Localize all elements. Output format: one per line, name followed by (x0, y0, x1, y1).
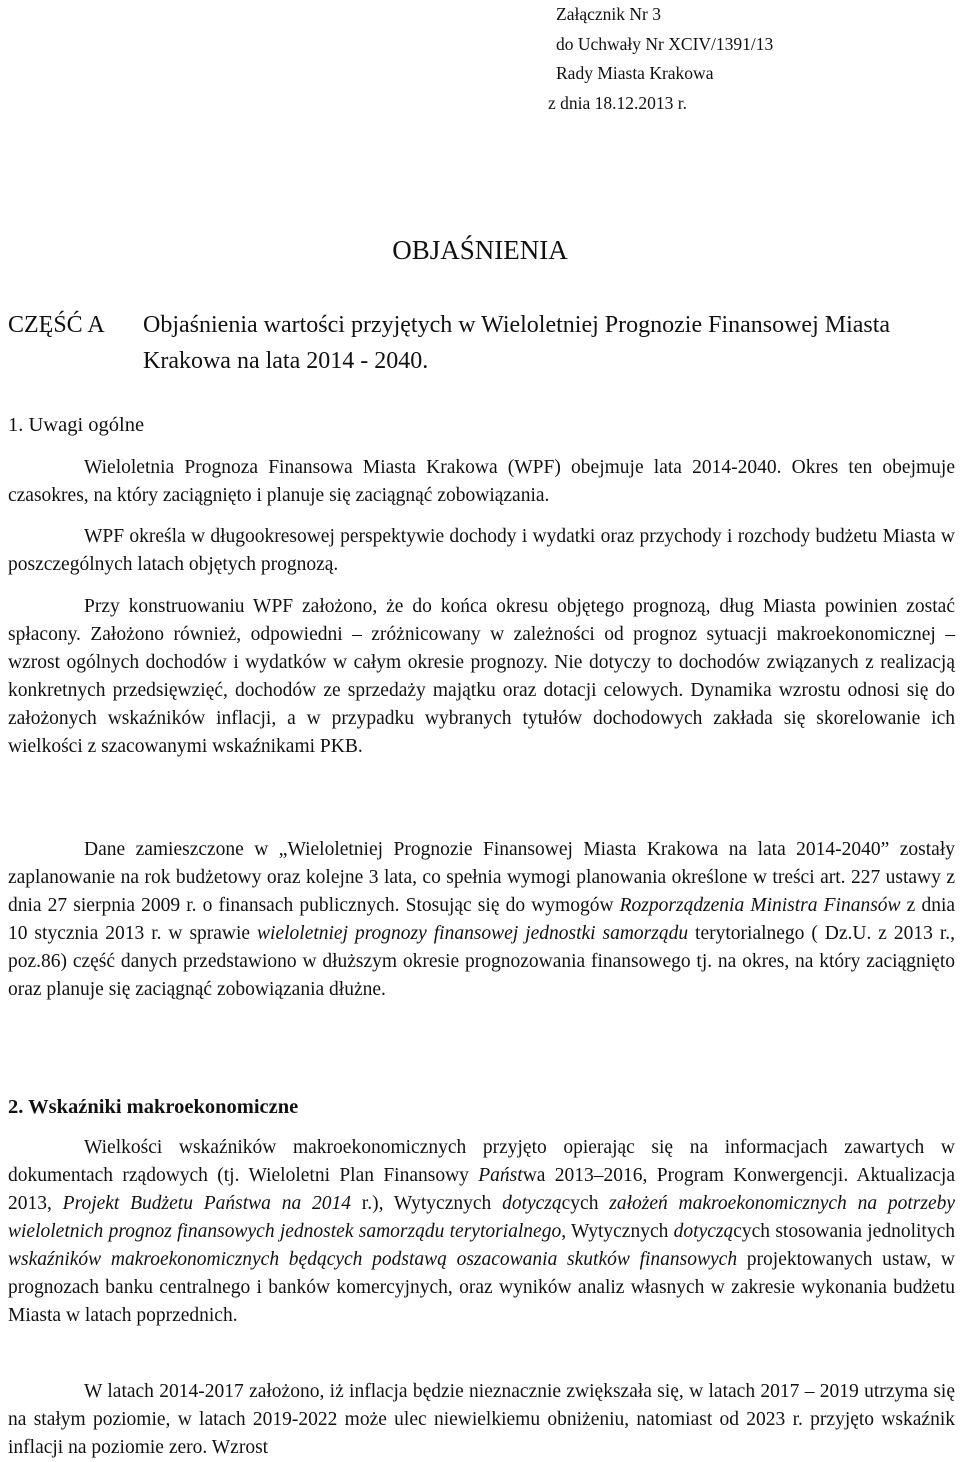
italic-reference: dotyczą (673, 1221, 734, 1242)
section-heading: 1. Uwagi ogólne (8, 414, 145, 436)
paragraph-text: z dnia 10 stycznia 2013 r. w sprawie (8, 895, 956, 944)
paragraph: WPF określa w długookresowej perspektywie dochody i wydatki oraz przychody i rozchody budżetu Miasta w poszczególnych latach objętych prognozą. (8, 526, 955, 575)
italic-reference: wieloletniej prognozy finansowej jednostki samorządu (257, 923, 689, 944)
italic-reference: Państ (478, 1165, 523, 1186)
document-title: OBJAŚNIENIA (392, 235, 568, 265)
italic-reference: dotyczą (502, 1193, 562, 1214)
part-label: CZĘŚĆ A (8, 312, 105, 338)
header-line: z dnia 18.12.2013 r. (548, 92, 688, 113)
attachment-header (548, 0, 773, 118)
part-title: Objaśnienia wartości przyjętych w Wieloletniej Prognozie Finansowej Miasta Krakowa na lata 2014 - 2040. (143, 312, 891, 374)
italic-reference: Projekt Budżetu Państwa na 2014 (62, 1193, 352, 1214)
paragraph-text: cych stosowania jednolitych (733, 1221, 955, 1242)
paragraph-text: projektowanych ustaw, w prognozach banku centralnego i banków komercyjnych, oraz wyników analiz własnych w zakresie wykonania budżetu Miasta w latach poprzednich. (8, 1249, 956, 1326)
paragraph (8, 836, 955, 1004)
paragraph-text: wa 2013–2016, Program Konwergencji. Aktualizacja 2013, (8, 1165, 955, 1214)
paragraph-text: Dane zamieszczone w „Wieloletniej Prognozie Finansowej Miasta Krakowa na lata 2014-2040” zostały zaplanowanie na rok budżetowy oraz kolejne 3 lata, co spełnia wymogi planowania określone w treści art. 227 ustawy z dnia 27 sierpnia 2009 r. o finansach publicznych. Stosując się do wymogów (8, 839, 955, 916)
paragraph: Wieloletnia Prognoza Finansowa Miasta Krakowa (WPF) obejmuje lata 2014-2040. Okres ten obejmuje czasokres, na który zaciągnięto i planuje się zaciągnąć zobowiązania. (8, 457, 955, 506)
paragraph-text: r.), Wytycznych (351, 1193, 503, 1214)
header-line: do Uchwały Nr XCIV/1391/13 (556, 33, 774, 54)
italic-reference: założeń makroekonomicznych na potrzeby wieloletnich prognoz finansowych jednostek samorządu terytorialnego (8, 1193, 956, 1242)
paragraph-text: Wielkości wskaźników makroekonomicznych przyjęto opierając się na informacjach zawartych w dokumentach rządowych (tj. Wieloletni Plan Finansowy (8, 1137, 955, 1186)
paragraph (8, 1134, 955, 1330)
italic-reference: Rozporządzenia Ministra Finansów (619, 895, 901, 916)
paragraph-text: cych (561, 1193, 610, 1214)
italic-reference: wskaźników makroekonomicznych będących podstawą oszacowania skutków finansowych (8, 1249, 738, 1270)
header-line: Załącznik Nr 3 (556, 4, 661, 24)
paragraph: Przy konstruowaniu WPF założono, że do końca okresu objętego prognozą, dług Miasta powinien zostać spłacony. Założono również, odpowiedni – zróżnicowany w zależności od prognoz sytuacji makroekonomicznej – wzrost ogólnych dochodów i wydatków w całym okresie prognozy. Nie dotyczy to dochodów związanych z realizacją konkretnych przedsięwzięć, dochodów ze sprzedaży majątku oraz dotacji celowych. Dynamika wzrostu odnosi się do założonych wskaźników inflacji, a w przypadku wybranych tytułów dochodowych zakłada się skorelowanie ich wielkości z szacowanymi wskaźnikami PKB. (8, 596, 955, 757)
header-line: Rady Miasta Krakowa (556, 63, 714, 83)
section-heading: 2. Wskaźniki makroekonomiczne (8, 1096, 299, 1118)
paragraph-text: terytorialnego ( Dz.U. z 2013 r., poz.86) część danych przedstawiono w dłuższym okresie prognozowania finansowego tj. na okres, na który zaciągnięto oraz planuje się zaciągnąć zobowiązania dłużne. (8, 923, 955, 1000)
paragraph: W latach 2014-2017 założono, iż inflacja będzie nieznacznie zwiększała się, w latach 2017 – 2019 utrzyma się na stałym poziomie, w latach 2019-2022 może ulec niewielkiemu obniżeniu, natomiast od 2023 r. przyjęto wskaźnik inflacji na poziomie zero. Wzrost (8, 1381, 955, 1458)
paragraph-text: , Wytycznych (561, 1221, 674, 1242)
